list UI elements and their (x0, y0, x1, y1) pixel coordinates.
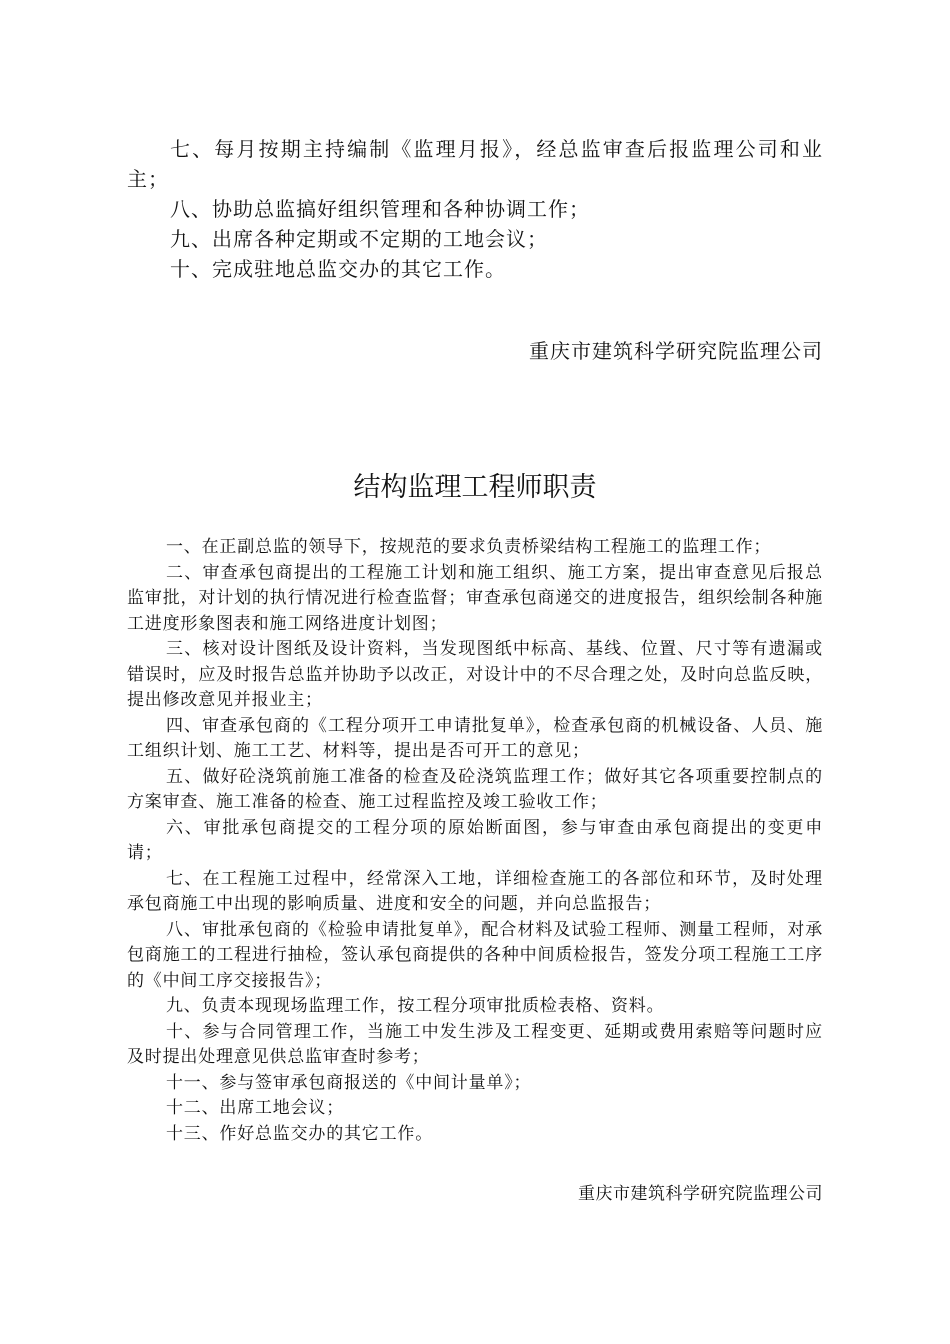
duty-item: 十二、出席工地会议； (166, 1098, 344, 1118)
section-title: 结构监理工程师职责 (353, 472, 597, 503)
duty-item: 九、负责本现现场监理工作，按工程分项审批质检表格、资料。 (166, 996, 665, 1016)
duty-item: 十三、作好总监交办的其它工作。 (166, 1123, 433, 1144)
duty-item: 三、核对设计图纸及设计资料，当发现图纸中标高、基线、位置、尺寸等有遗漏或错误时，应及时报告总监并协助予以改正，对设计中的不尽合理之处，及时向总监反映，提出修改意见并报业主； (127, 639, 823, 710)
duty-item: 八、协助总监搞好组织管理和各种协调工作； (170, 197, 590, 221)
duty-item: 六、审批承包商提交的工程分项的原始断面图，参与审查由承包商提出的变更申请； (127, 817, 823, 863)
duty-item: 七、在工程施工过程中，经常深入工地，详细检查施工的各部位和环节，及时处理承包商施工中出现的影响质量、进度和安全的问题，并向总监报告； (127, 868, 823, 914)
duty-item: 十、参与合同管理工作，当施工中发生涉及工程变更、延期或费用索赔等问题时应及时提出处理意见供总监审查时参考； (127, 1021, 823, 1067)
duty-item: 九、出席各种定期或不定期的工地会议； (170, 227, 548, 251)
company-signature: 重庆市建筑科学研究院监理公司 (529, 339, 823, 363)
duty-item: 一、在正副总监的领导下，按规范的要求负责桥梁结构工程施工的监理工作； (166, 537, 772, 557)
duty-item: 四、审查承包商的《工程分项开工申请批复单》，检查承包商的机械设备、人员、施工组织计划、施工工艺、材料等，提出是否可开工的意见； (127, 715, 823, 761)
company-signature: 重庆市建筑科学研究院监理公司 (578, 1184, 823, 1204)
duties-list-continued (127, 134, 823, 284)
structural-engineer-duties-list (127, 535, 823, 1147)
duty-item: 十一、参与签审承包商报送的《中间计量单》； (166, 1072, 532, 1093)
duty-item: 八、审批承包商的《检验申请批复单》，配合材料及试验工程师、测量工程师，对承包商施工的工程进行抽检，签认承包商提供的各种中间质检报告，签发分项工程施工工序的《中间工序交接报告》； (127, 919, 823, 991)
duty-item: 五、做好砼浇筑前施工准备的检查及砼浇筑监理工作；做好其它各项重要控制点的方案审查、施工准备的检查、施工过程监控及竣工验收工作； (127, 766, 823, 812)
duty-item: 二、审查承包商提出的工程施工计划和施工组织、施工方案，提出审查意见后报总监审批，对计划的执行情况进行检查监督；审查承包商递交的进度报告，组织绘制各种施工进度形象图表和施工网络进度计划图； (127, 562, 823, 634)
duty-item: 七、每月按期主持编制《监理月报》，经总监审查后报监理公司和业主； (127, 137, 823, 191)
duty-item: 十、完成驻地总监交办的其它工作。 (170, 257, 506, 281)
